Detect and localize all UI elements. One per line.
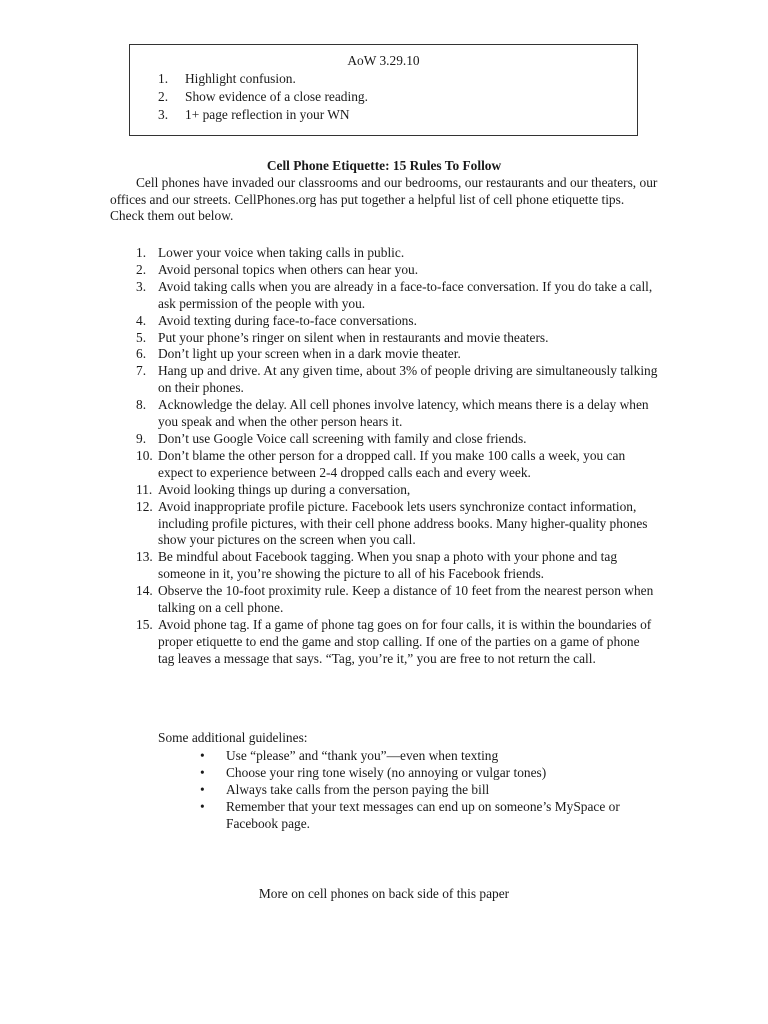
- rule-number: 8.: [136, 397, 147, 413]
- assignment-item: [158, 88, 368, 106]
- rule-text: Acknowledge the delay. All cell phones involve latency, which means there is a delay when you speak and when the other person hears it.: [158, 397, 649, 430]
- assignment-item-text: Show evidence of a close reading.: [185, 89, 368, 104]
- rule-text: Avoid phone tag. If a game of phone tag goes on for four calls, it is within the boundaries of proper etiquette to end the game and stop calling. If one of the parties on a game of phone tag leaves a message that says. “Tag, you’re it,” you are free to not return the call.: [158, 616, 652, 666]
- rules-list: [110, 245, 658, 668]
- assignment-item-number: 2.: [158, 89, 169, 104]
- intro-paragraph: Cell phones have invaded our classrooms and our bedrooms, our restaurants and our theaters, our offices and our streets. CellPhones.org has put together a helpful list of cell phone etiquette tips. Check them out below.: [110, 175, 658, 224]
- rule-number: 7.: [136, 363, 147, 379]
- assignment-item-number: 1.: [158, 71, 169, 86]
- assignment-title: AoW 3.29.10: [347, 53, 420, 68]
- rule-item: [110, 583, 658, 617]
- rule-text: Don’t use Google Voice call screening with family and close friends.: [158, 430, 527, 446]
- rule-item: [110, 262, 658, 279]
- rule-number: 10.: [136, 447, 153, 463]
- bullet-icon: •: [200, 765, 205, 780]
- rule-number: 1.: [136, 245, 147, 260]
- guideline-item: [200, 781, 670, 798]
- rule-number: 6.: [136, 346, 147, 362]
- rule-number: 3.: [136, 278, 147, 294]
- rule-text: Put your phone’s ringer on silent when in restaurants and movie theaters.: [158, 329, 549, 345]
- footer-note: More on cell phones on back side of this paper: [258, 886, 510, 901]
- assignment-item: [158, 106, 368, 124]
- rule-text: Don’t blame the other person for a dropped call. If you make 100 calls a week, you can expect to experience between 2-4 dropped calls each and every week.: [158, 447, 626, 480]
- rule-text: Avoid personal topics when others can hear you.: [158, 261, 419, 277]
- rule-item: [110, 245, 658, 262]
- additional-guidelines-heading: Some additional guidelines:: [158, 730, 308, 745]
- guideline-item: [200, 798, 670, 832]
- rule-number: 5.: [136, 329, 147, 345]
- rule-number: 15.: [136, 616, 153, 632]
- bullet-icon: •: [200, 782, 205, 797]
- guideline-text: Use “please” and “thank you”—even when texting: [226, 748, 499, 763]
- rule-item: [110, 330, 658, 347]
- assignment-item-text: 1+ page reflection in your WN: [185, 107, 350, 122]
- rule-text: Avoid taking calls when you are already in a face-to-face conversation. If you do take a call, ask permission of the people with you.: [158, 278, 653, 311]
- rule-item: [110, 431, 658, 448]
- rule-number: 2.: [136, 261, 147, 277]
- assignment-box: [129, 44, 638, 136]
- rule-item: [110, 499, 658, 550]
- guideline-item: [200, 747, 670, 764]
- rule-item: [110, 279, 658, 313]
- guideline-text: Always take calls from the person paying the bill: [226, 782, 490, 797]
- rule-number: 11.: [136, 481, 153, 497]
- rule-number: 13.: [136, 549, 153, 565]
- rule-number: 4.: [136, 312, 147, 328]
- rule-item: [110, 346, 658, 363]
- rule-text: Don’t light up your screen when in a dark movie theater.: [158, 346, 461, 362]
- assignment-item-number: 3.: [158, 107, 169, 122]
- rule-item: [110, 448, 658, 482]
- rule-item: [110, 363, 658, 397]
- guideline-text: Remember that your text messages can end up on someone’s MySpace or Facebook page.: [226, 799, 620, 831]
- rule-text: Avoid texting during face-to-face conversations.: [158, 312, 417, 328]
- rule-number: 14.: [136, 583, 153, 599]
- bullet-icon: •: [200, 799, 205, 814]
- assignment-list: [158, 70, 368, 124]
- rule-text: Observe the 10-foot proximity rule. Keep a distance of 10 feet from the nearest person when talking on a cell phone.: [158, 583, 654, 616]
- rule-text: Avoid looking things up during a conversation,: [158, 481, 411, 497]
- assignment-item-text: Highlight confusion.: [185, 71, 296, 86]
- rule-text: Avoid inappropriate profile picture. Facebook lets users synchronize contact information, including profile pictures, with their cell phone address books. Many higher-quality phones show your pictures on the screen when you call.: [158, 498, 648, 548]
- guideline-item: [200, 764, 670, 781]
- assignment-item: [158, 70, 368, 88]
- rule-item: [110, 313, 658, 330]
- rule-item: [110, 617, 658, 668]
- rule-item: [110, 482, 658, 499]
- rule-item: [110, 549, 658, 583]
- rule-text: Be mindful about Facebook tagging. When you snap a photo with your phone and tag someone in it, you’re showing the picture to all of his Facebook friends.: [158, 549, 618, 582]
- guideline-text: Choose your ring tone wisely (no annoying or vulgar tones): [226, 765, 547, 780]
- bullet-icon: •: [200, 748, 205, 763]
- additional-guidelines-list: [200, 747, 670, 832]
- rule-number: 12.: [136, 498, 153, 514]
- rule-text: Hang up and drive. At any given time, about 3% of people driving are simultaneously talking on their phones.: [158, 363, 658, 396]
- document-title: Cell Phone Etiquette: 15 Rules To Follow: [266, 158, 502, 173]
- rule-text: Lower your voice when taking calls in public.: [158, 245, 405, 260]
- rule-number: 9.: [136, 430, 147, 446]
- rule-item: [110, 397, 658, 431]
